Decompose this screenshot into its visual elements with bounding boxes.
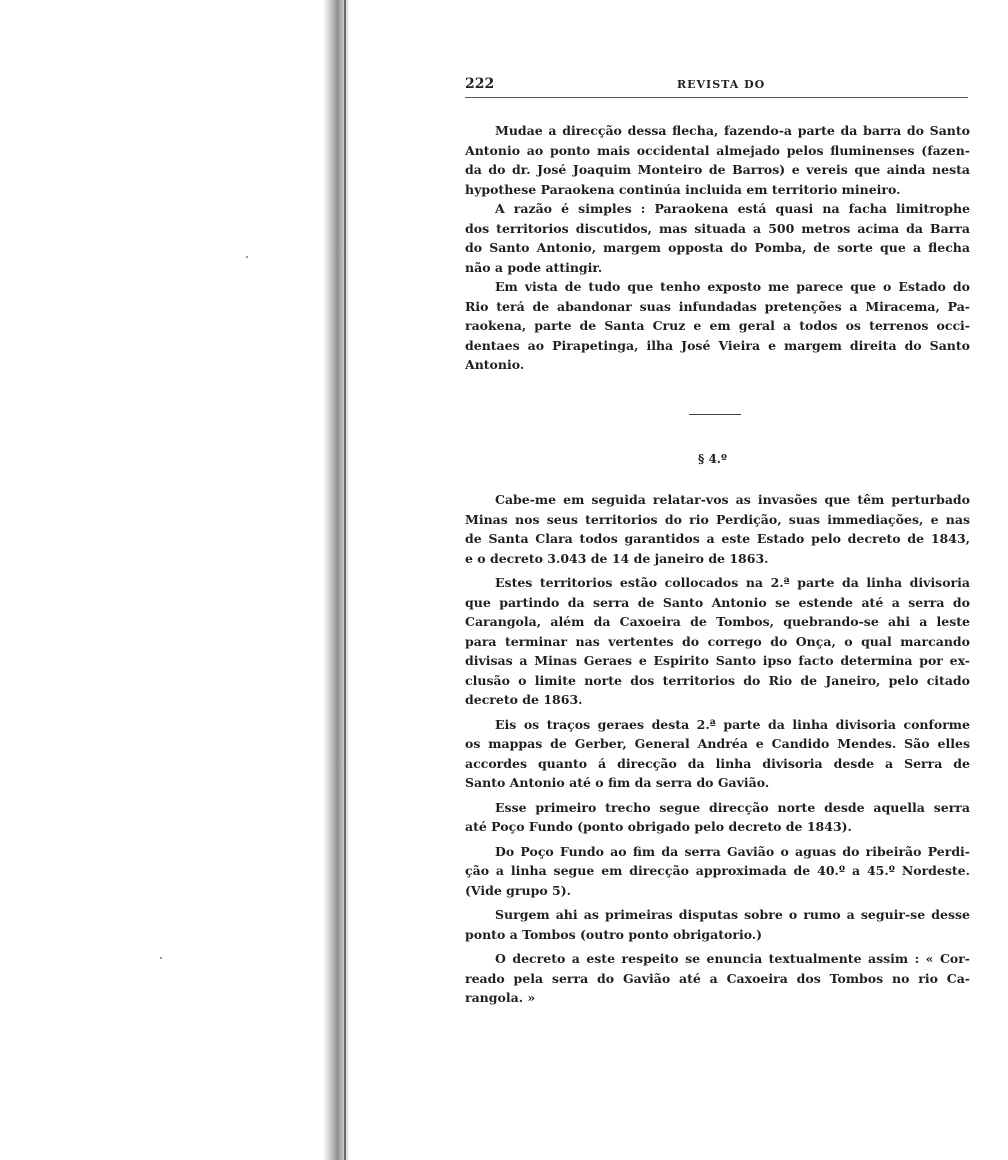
text-line: Estes territorios estão collocados na 2.ª parte da linha divisoria — [495, 575, 970, 590]
page-number: 222 — [465, 76, 495, 92]
text-line: de Santa Clara todos garantidos a este Estado pelo decreto de 1843, — [465, 531, 970, 546]
text-block-top — [465, 121, 970, 375]
header-rule — [465, 97, 968, 98]
paragraph — [465, 905, 970, 944]
text-line: e o decreto 3.043 de 14 de janeiro de 1863. — [465, 550, 769, 566]
paragraph — [465, 842, 970, 901]
paragraph — [465, 798, 970, 837]
text-line: (Vide grupo 5). — [465, 882, 571, 898]
text-line: A razão é simples : Paraokena está quasi na facha limitrophe — [495, 201, 970, 216]
paragraph — [465, 277, 970, 375]
text-line: dentaes ao Pirapetinga, ilha José Vieira e margem direita do Santo — [465, 337, 970, 353]
text-line: decreto de 1863. — [465, 692, 583, 707]
text-line: Em vista de tudo que tenho exposto me parece que o Estado do — [495, 279, 970, 294]
paragraph — [465, 715, 970, 793]
text-line: divisas a Minas Geraes e Espirito Santo ipso facto determina por ex- — [465, 653, 970, 668]
text-line: ponto a Tombos (outro ponto obrigatorio.) — [465, 926, 763, 942]
text-line: clusão o limite norte dos territorios do Rio de Janeiro, pelo citado — [465, 672, 970, 688]
text-line: para terminar nas vertentes do corrego do Onça, o qual marcando — [465, 633, 970, 649]
paragraph — [465, 199, 970, 277]
text-line: da do dr. José Joaquim Monteiro de Barros) e vereis que ainda nesta — [465, 162, 970, 177]
text-line: Mudae a direcção dessa flecha, fazendo-a parte da barra do Santo — [495, 123, 970, 138]
text-line: ção a linha segue em direcção approximada de 40.º a 45.º Nordeste. — [465, 863, 970, 878]
paragraph — [465, 573, 970, 710]
text-line: Eis os traços geraes desta 2.ª parte da linha divisoria conforme — [495, 716, 970, 732]
text-line: Cabe-me em seguida relatar-vos as invasões que têm perturbado — [495, 492, 970, 507]
text-line: O decreto a este respeito se enuncia textualmente assim : « Cor- — [495, 951, 970, 966]
text-line: rangola. » — [465, 990, 536, 1005]
text-line: até Poço Fundo (ponto obrigado pelo decreto de 1843). — [465, 819, 852, 834]
section-rule — [689, 414, 741, 415]
text-block-bottom — [465, 490, 970, 1008]
text-line: dos territorios discutidos, mas situada a 500 metros acima da Barra — [465, 220, 970, 236]
scan-speck — [246, 256, 248, 258]
running-title: REVISTA DO — [677, 78, 766, 91]
text-line: Minas nos seus territorios do rio Perdição, suas immediações, e nas — [465, 511, 970, 527]
text-line: Carangola, além da Caxoeira de Tombos, quebrando-se ahi a leste — [465, 614, 970, 629]
paragraph — [465, 949, 970, 1008]
text-line: Surgem ahi as primeiras disputas sobre o rumo a seguir-se desse — [495, 907, 970, 922]
text-line: que partindo da serra de Santo Antonio se estende até a serra do — [465, 594, 970, 610]
text-line: Do Poço Fundo ao fim da serra Gavião o aguas do ribeirão Perdi- — [495, 843, 970, 859]
scan-speck — [160, 957, 162, 959]
text-line: Santo Antonio até o fim da serra do Gavião. — [465, 775, 770, 790]
text-line: Antonio. — [465, 357, 525, 372]
text-line: raokena, parte de Santa Cruz e em geral a todos os terrenos occi- — [465, 318, 970, 333]
text-line: Rio terá de abandonar suas infundadas pretenções a Miracema, Pa- — [465, 298, 970, 314]
paragraph — [465, 121, 970, 199]
text-line: do Santo Antonio, margem opposta do Pomba, de sorte que a flecha — [465, 240, 970, 255]
text-line: Esse primeiro trecho segue direcção norte desde aquella serra — [495, 799, 970, 815]
book-gutter-line — [344, 0, 346, 1160]
text-line: os mappas de Gerber, General Andréa e Candido Mendes. São elles — [465, 736, 970, 751]
section-heading: § 4.º — [698, 452, 727, 466]
text-line: Antonio ao ponto mais occidental almejado pelos fluminenses (fazen- — [465, 142, 970, 158]
text-line: reado pela serra do Gavião até a Caxoeira dos Tombos no rio Ca- — [465, 970, 970, 986]
text-line: accordes quanto á direcção da linha divisoria desde a Serra de — [465, 755, 970, 771]
text-line: hypothese Paraokena continúa incluida em territorio mineiro. — [465, 181, 901, 197]
paragraph — [465, 490, 970, 568]
text-line: não a pode attingir. — [465, 259, 603, 275]
page-header — [465, 76, 968, 96]
